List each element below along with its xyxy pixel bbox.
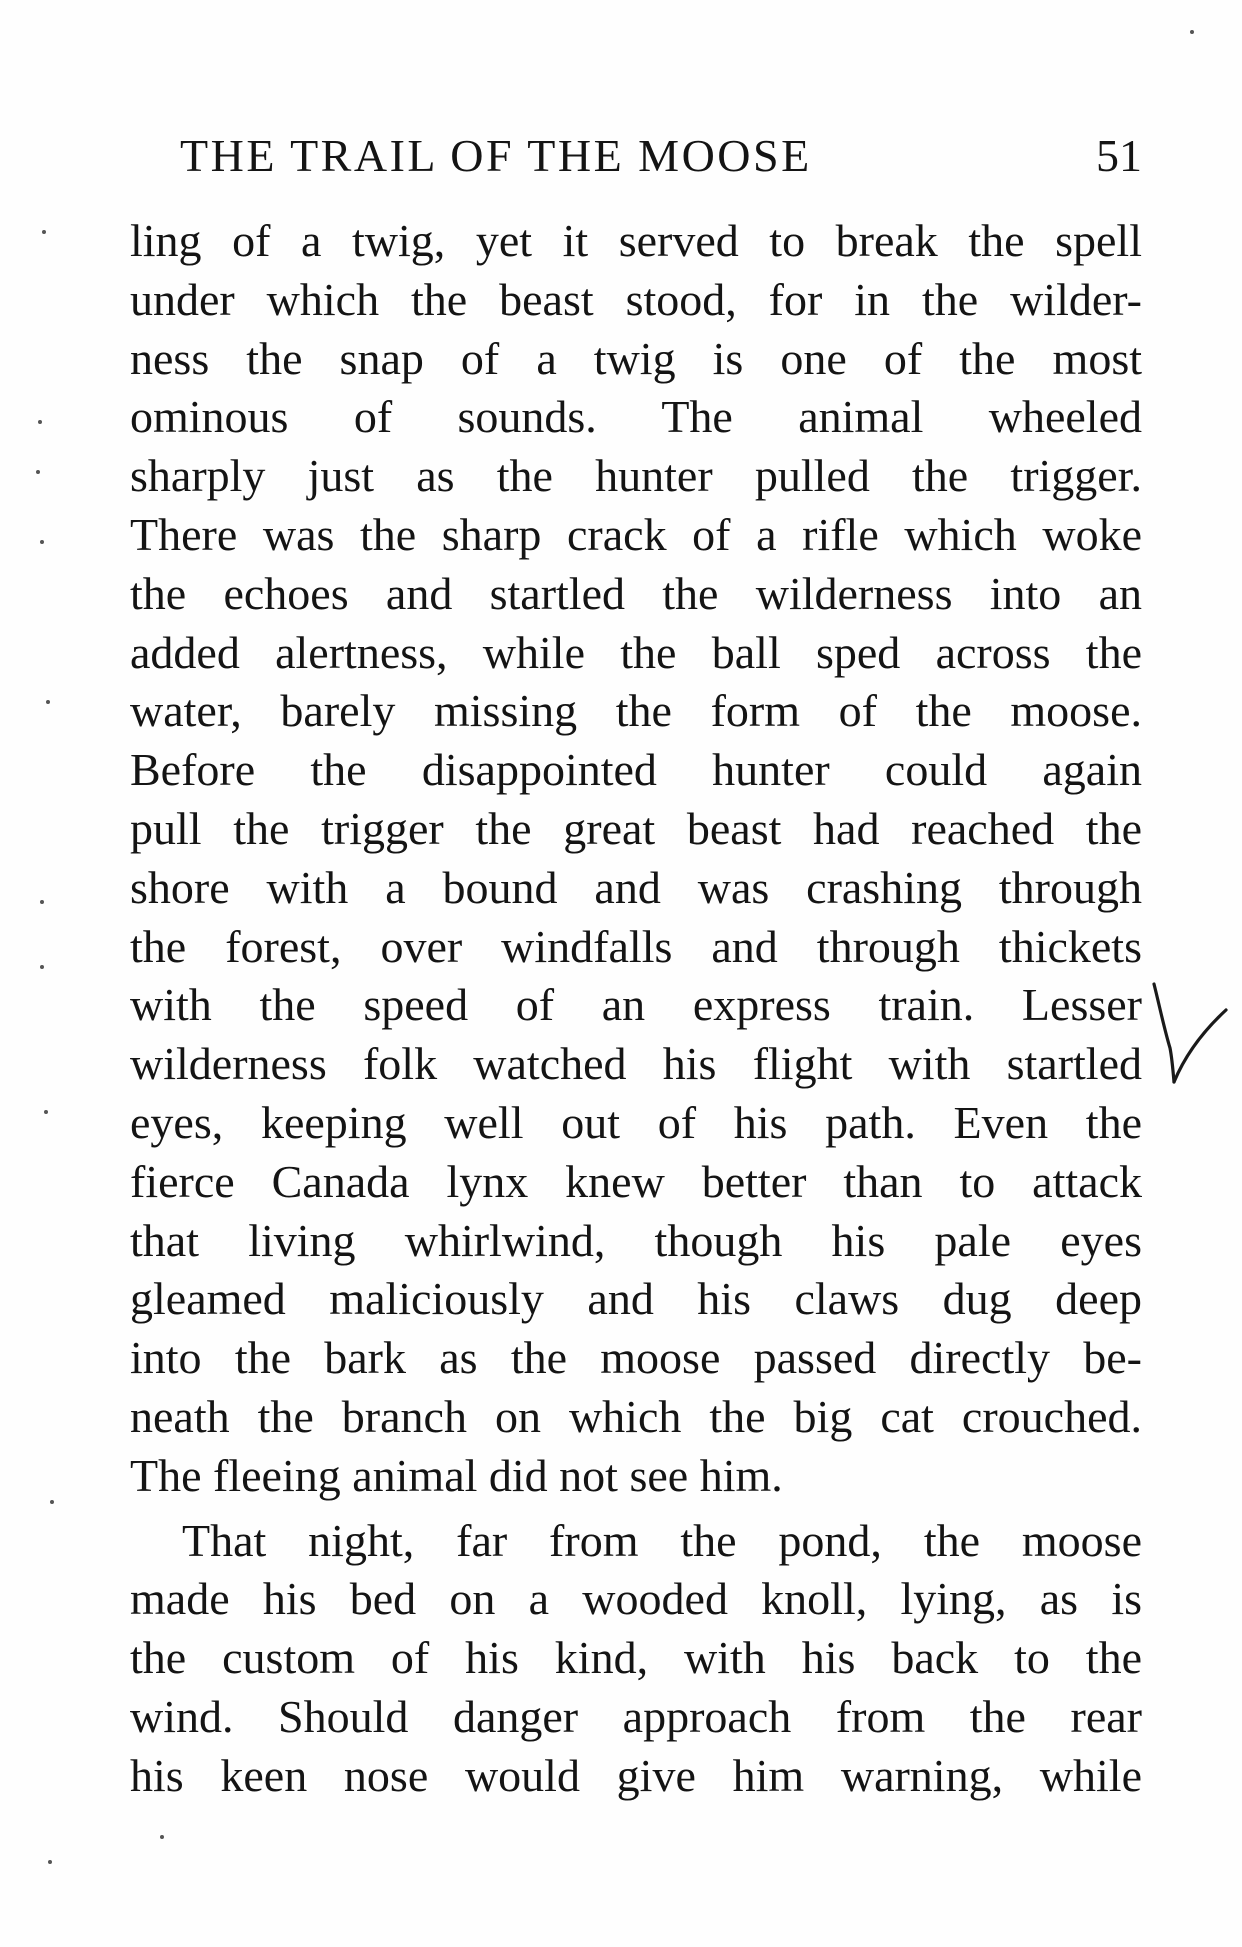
text-line: neath the branch on which the big cat crouched. — [130, 1390, 1142, 1442]
text-line: wilderness folk watched his flight with startled — [130, 1038, 1142, 1090]
text-line: with the speed of an express train. Lesser — [130, 979, 1142, 1031]
scan-speck — [40, 965, 44, 969]
scan-speck — [160, 1835, 164, 1839]
text-line: fierce Canada lynx knew better than to attack — [130, 1155, 1142, 1207]
text-line: shore with a bound and was crashing through — [130, 861, 1142, 913]
text-line: the custom of his kind, with his back to the — [130, 1632, 1142, 1684]
scan-speck — [42, 230, 46, 234]
text-line: eyes, keeping well out of his path. Even the — [130, 1096, 1142, 1148]
scan-speck — [36, 470, 40, 474]
scan-speck — [40, 900, 44, 904]
scan-speck — [38, 420, 42, 424]
text-line: ominous of sounds. The animal wheeled — [130, 391, 1142, 443]
text-line: The fleeing animal did not see him. — [130, 1449, 783, 1501]
text-line: wind. Should danger approach from the rear — [130, 1690, 1142, 1742]
text-line: under which the beast stood, for in the wilder- — [130, 273, 1142, 325]
text-line: added alertness, while the ball sped across the — [130, 626, 1142, 678]
handwritten-check-mark-icon — [1150, 978, 1230, 1088]
scan-speck — [50, 1500, 54, 1504]
text-line: water, barely missing the form of the moose. — [130, 685, 1142, 737]
text-line: sharply just as the hunter pulled the trigger. — [130, 450, 1142, 502]
text-line: the echoes and startled the wilderness into an — [130, 567, 1142, 619]
text-line: gleamed maliciously and his claws dug deep — [130, 1273, 1142, 1325]
scan-speck — [46, 700, 50, 704]
text-line: Before the disappointed hunter could again — [130, 744, 1142, 796]
text-line: that living whirlwind, though his pale eyes — [130, 1214, 1142, 1266]
running-head — [130, 126, 1142, 186]
text-line: his keen nose would give him warning, while — [130, 1749, 1142, 1801]
text-line: the forest, over windfalls and through thickets — [130, 920, 1142, 972]
text-line: There was the sharp crack of a rifle which woke — [130, 508, 1142, 560]
text-line: ling of a twig, yet it served to break the spell — [130, 215, 1142, 266]
running-head-title: THE TRAIL OF THE MOOSE — [180, 130, 812, 181]
text-line: into the bark as the moose passed directly be- — [130, 1332, 1142, 1384]
text-line: made his bed on a wooded knoll, lying, as is — [130, 1573, 1142, 1625]
text-line: ness the snap of a twig is one of the most — [130, 332, 1142, 384]
scan-speck — [1190, 30, 1194, 34]
page-number: 51 — [1096, 130, 1142, 181]
scan-speck — [40, 540, 44, 544]
text-line: That night, far from the pond, the moose — [182, 1514, 1142, 1566]
scan-speck — [44, 1110, 48, 1114]
body-text — [130, 212, 1142, 1806]
text-line: pull the trigger the great beast had reached the — [130, 802, 1142, 854]
scan-speck — [48, 1860, 52, 1864]
